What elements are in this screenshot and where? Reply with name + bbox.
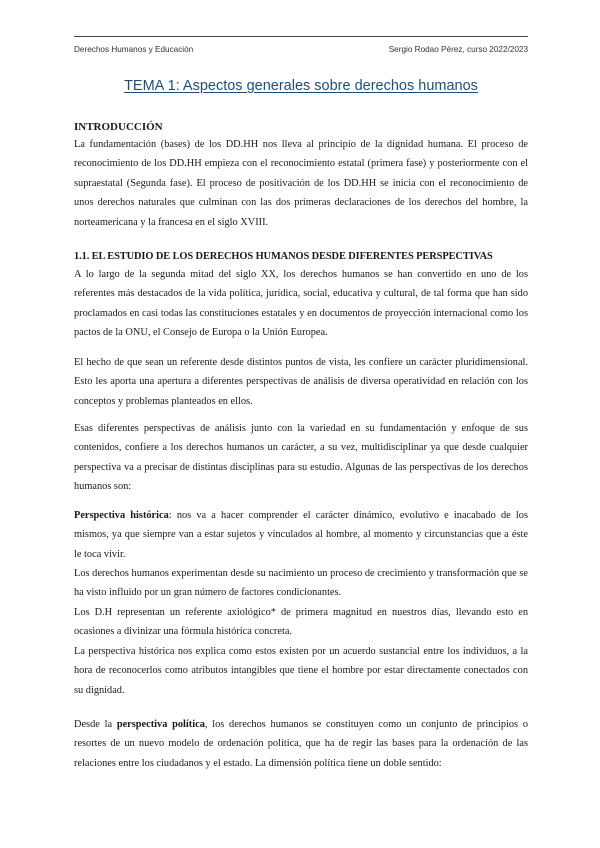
historical-paragraph-4: La perspectiva histórica nos explica como estos existen por un acuerdo sustancial entre los individuos, a la hora de reconocerlos como atributos intangibles que tiene el hombre por estar directamente conectados con su dignidad. (74, 646, 528, 696)
historical-paragraph-2: Los derechos humanos experimentan desde su nacimiento un proceso de crecimiento y transformación que se ha visto influido por un gran número de factores condicionantes. (74, 568, 528, 599)
section-paragraph-1: A lo largo de la segunda mitad del siglo XX, los derechos humanos se han convertido en uno de los referentes más destacados de la vida política, jurídica, social, educativa y cultural, de tal forma que han sido proclamados en casi todas las constituciones estatales y en documentos de proyección internacional como los pactos de la ONU, el Consejo de Europa o la Unión Europea. (74, 269, 528, 339)
political-perspective-paragraph (74, 715, 528, 773)
political-intro: Desde la (74, 719, 117, 730)
political-perspective-label: perspectiva política (116, 719, 205, 730)
historical-paragraph-3: Los D.H representan un referente axiológico* de primera magnitud en nuestros días, llevando esto en ocasiones a divinizar una fórmula histórica concreta. (74, 607, 528, 638)
historical-perspective-label: Perspectiva histórica (74, 510, 169, 521)
intro-paragraph: La fundamentación (bases) de los DD.HH nos lleva al principio de la dignidad humana. El proceso de reconocimiento de los DD.HH empieza con el reconocimiento estatal (primera fase) y posteriormente con el supraestatal (Segunda fase). El proceso de positivación de los DD.HH se inicia con el reconocimiento de unos derechos naturales que culminan con las dos primeras declaraciones de los derechos del hombre, la norteamericana y la francesa en el siglo XVIII. (74, 139, 528, 228)
political-perspective-text: , los derechos humanos se constituyen como un conjunto de principios o resortes de un nuevo modelo de ordenación política, que ha de regir las bases para la ordenación de las relaciones entre los ciudadanos y el estado. La dimensión política tiene un doble sentido: (74, 719, 528, 769)
header-rule (74, 36, 528, 37)
historical-perspective-text: : nos va a hacer comprender el carácter dinámico, evolutivo e inacabado de los mismos, ya que siempre van a estar sujetos y vinculados al hombre, al momento y circunstancias que a éste le toca vivir. (74, 510, 528, 560)
section-paragraph-3: Esas diferentes perspectivas de análisis junto con la variedad en su fundamentación y enfoque de sus contenidos, confiere a los derechos humanos un carácter, a su vez, multidisciplinar ya que desde cualquier perspectiva va a precisar de distintas disciplinas para su estudio. Algunas de las perspectivas de los derechos humanos son: (74, 423, 528, 493)
historical-perspective-paragraph (74, 506, 528, 564)
section-heading: 1.1. EL ESTUDIO DE LOS DERECHOS HUMANOS DESDE DIFERENTES PERSPECTIVAS (74, 251, 493, 262)
header-course: Derechos Humanos y Educación (74, 45, 194, 54)
header-author: Sergio Rodao Pérez, curso 2022/2023 (388, 45, 528, 54)
section-paragraph-2: El hecho de que sean un referente desde distintos puntos de vista, les confiere un carácter pluridimensional. Esto les aporta una apertura a diferentes perspectivas de análisis de diversa operatividad en relación con los conceptos y problemas planteados en ellos. (74, 357, 528, 407)
intro-heading: INTRODUCCIÓN (74, 121, 163, 133)
page-title: TEMA 1: Aspectos generales sobre derechos humanos (124, 78, 478, 94)
